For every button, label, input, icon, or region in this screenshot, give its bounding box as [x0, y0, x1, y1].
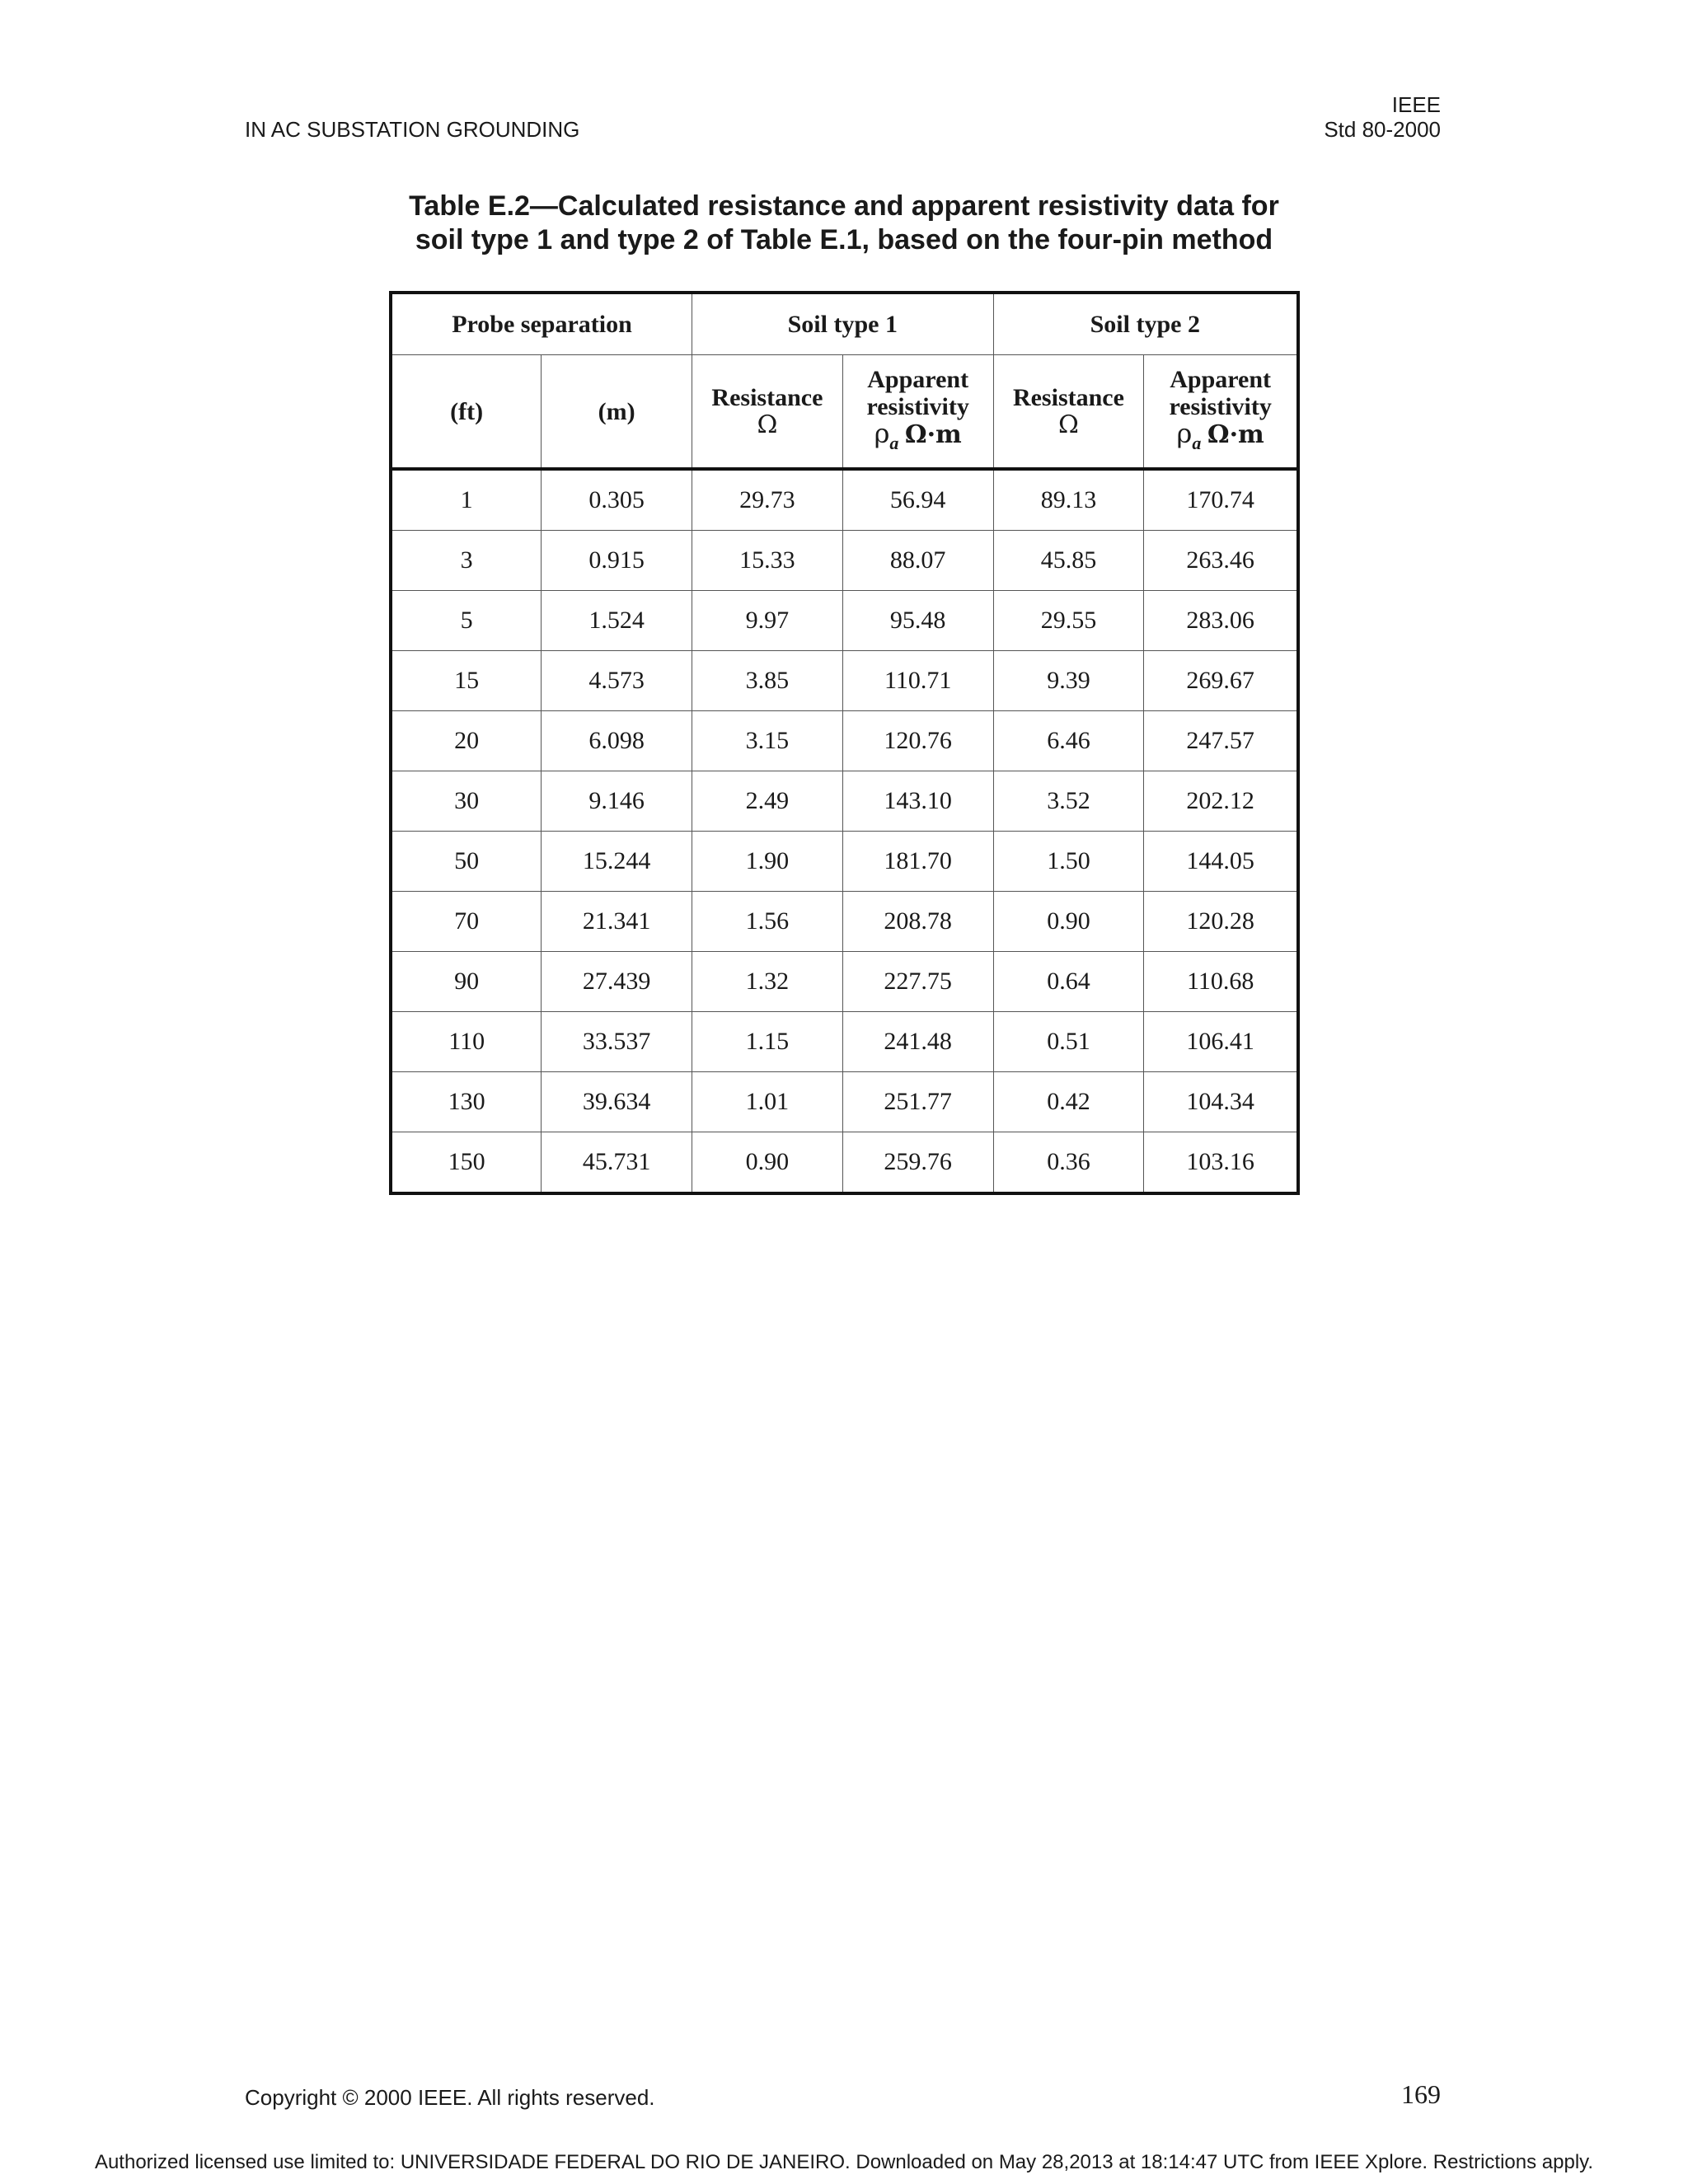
- apparent-label: Apparent: [867, 366, 969, 393]
- header-apparent-resistivity-1: [842, 355, 993, 470]
- cell-ft: 20: [391, 711, 542, 771]
- table-caption: [247, 190, 1441, 257]
- table-row: [391, 1072, 1298, 1132]
- cell-ft: 110: [391, 1012, 542, 1072]
- table-row: [391, 591, 1298, 651]
- header-std-number: Std 80-2000: [1324, 117, 1441, 142]
- cell-m: 33.537: [542, 1012, 692, 1072]
- cell-resistance-2: 1.50: [993, 832, 1144, 892]
- cell-resistivity-1: 259.76: [842, 1132, 993, 1194]
- cell-resistance-2: 6.46: [993, 711, 1144, 771]
- cell-ft: 70: [391, 892, 542, 952]
- cell-resistance-1: 1.32: [692, 952, 843, 1012]
- table-row: [391, 832, 1298, 892]
- cell-resistivity-2: 110.68: [1144, 952, 1298, 1012]
- rho-symbol: ρ: [874, 418, 890, 449]
- table-row: [391, 952, 1298, 1012]
- header-ft: (ft): [391, 355, 542, 470]
- table-row: [391, 531, 1298, 591]
- cell-m: 39.634: [542, 1072, 692, 1132]
- table-row: [391, 892, 1298, 952]
- resistivity-table: [389, 291, 1300, 1195]
- cell-resistivity-1: 208.78: [842, 892, 993, 952]
- header-resistance-1: [692, 355, 843, 470]
- cell-resistivity-2: 106.41: [1144, 1012, 1298, 1072]
- cell-ft: 150: [391, 1132, 542, 1194]
- running-header-standard: [1324, 92, 1441, 142]
- copyright-notice: Copyright © 2000 IEEE. All rights reserved.: [245, 2085, 655, 2110]
- cell-resistance-2: 45.85: [993, 531, 1144, 591]
- table-row: [391, 651, 1298, 711]
- cell-resistance-2: 0.51: [993, 1012, 1144, 1072]
- cell-resistance-1: 29.73: [692, 469, 843, 531]
- cell-resistivity-1: 227.75: [842, 952, 993, 1012]
- cell-resistivity-2: 120.28: [1144, 892, 1298, 952]
- cell-resistivity-1: 95.48: [842, 591, 993, 651]
- resistivity-label: resistivity: [866, 393, 969, 420]
- header-probe-separation: Probe separation: [391, 293, 692, 355]
- caption-line-2: soil type 1 and type 2 of Table E.1, based on the four-pin method: [415, 224, 1273, 255]
- cell-resistivity-2: 170.74: [1144, 469, 1298, 531]
- cell-m: 15.244: [542, 832, 692, 892]
- header-org: IEEE: [1391, 92, 1441, 117]
- rho-subscript: a: [1192, 433, 1202, 453]
- cell-resistance-2: 89.13: [993, 469, 1144, 531]
- cell-resistivity-2: 202.12: [1144, 771, 1298, 832]
- cell-ft: 30: [391, 771, 542, 832]
- cell-resistance-2: 0.64: [993, 952, 1144, 1012]
- cell-resistivity-1: 251.77: [842, 1072, 993, 1132]
- table-row: [391, 469, 1298, 531]
- cell-m: 0.305: [542, 469, 692, 531]
- cell-m: 6.098: [542, 711, 692, 771]
- cell-ft: 15: [391, 651, 542, 711]
- cell-m: 9.146: [542, 771, 692, 832]
- cell-ft: 130: [391, 1072, 542, 1132]
- cell-m: 1.524: [542, 591, 692, 651]
- cell-ft: 5: [391, 591, 542, 651]
- cell-resistivity-1: 241.48: [842, 1012, 993, 1072]
- cell-m: 0.915: [542, 531, 692, 591]
- cell-ft: 3: [391, 531, 542, 591]
- resistance-label: Resistance: [711, 384, 823, 411]
- cell-resistivity-1: 120.76: [842, 711, 993, 771]
- cell-resistivity-2: 247.57: [1144, 711, 1298, 771]
- cell-resistance-1: 1.90: [692, 832, 843, 892]
- header-soil-type-1: Soil type 1: [692, 293, 994, 355]
- table-body: [391, 469, 1298, 1193]
- cell-resistance-1: 1.15: [692, 1012, 843, 1072]
- cell-resistance-1: 9.97: [692, 591, 843, 651]
- cell-m: 21.341: [542, 892, 692, 952]
- cell-m: 45.731: [542, 1132, 692, 1194]
- cell-resistance-1: 3.15: [692, 711, 843, 771]
- cell-resistance-2: 0.42: [993, 1072, 1144, 1132]
- cell-resistance-2: 3.52: [993, 771, 1144, 832]
- cell-ft: 50: [391, 832, 542, 892]
- table-row: [391, 711, 1298, 771]
- resistivity-label: resistivity: [1169, 393, 1272, 420]
- cell-resistivity-2: 263.46: [1144, 531, 1298, 591]
- cell-resistivity-2: 283.06: [1144, 591, 1298, 651]
- ohm-meter-unit: Ω·m: [904, 420, 962, 449]
- ohm-symbol: Ω: [757, 410, 778, 439]
- cell-resistance-1: 3.85: [692, 651, 843, 711]
- cell-ft: 90: [391, 952, 542, 1012]
- cell-resistance-2: 0.90: [993, 892, 1144, 952]
- table-row: [391, 1012, 1298, 1072]
- running-header-title: IN AC SUBSTATION GROUNDING: [245, 117, 580, 142]
- cell-resistivity-1: 56.94: [842, 469, 993, 531]
- header-soil-type-2: Soil type 2: [993, 293, 1298, 355]
- header-apparent-resistivity-2: [1144, 355, 1298, 470]
- license-notice: Authorized licensed use limited to: UNIVERSIDADE FEDERAL DO RIO DE JANEIRO. Downloaded on May 28,2013 at 18:14:47 UTC from IEEE Xplore. Restrictions apply.: [94, 2151, 1594, 2173]
- rho-subscript: a: [889, 433, 899, 453]
- page-number: 169: [1401, 2079, 1441, 2109]
- cell-resistance-1: 0.90: [692, 1132, 843, 1194]
- header-resistance-2: [993, 355, 1144, 470]
- cell-resistivity-2: 103.16: [1144, 1132, 1298, 1194]
- cell-resistance-2: 9.39: [993, 651, 1144, 711]
- cell-m: 4.573: [542, 651, 692, 711]
- cell-resistance-2: 29.55: [993, 591, 1144, 651]
- cell-resistance-1: 15.33: [692, 531, 843, 591]
- cell-resistivity-1: 88.07: [842, 531, 993, 591]
- cell-ft: 1: [391, 469, 542, 531]
- cell-resistivity-2: 144.05: [1144, 832, 1298, 892]
- ohm-symbol: Ω: [1058, 410, 1079, 439]
- ohm-meter-unit: Ω·m: [1207, 420, 1264, 449]
- table-row: [391, 771, 1298, 832]
- cell-m: 27.439: [542, 952, 692, 1012]
- caption-line-1: Table E.2—Calculated resistance and apparent resistivity data for: [409, 190, 1279, 222]
- rho-symbol: ρ: [1176, 418, 1193, 449]
- cell-resistivity-1: 181.70: [842, 832, 993, 892]
- table-row: [391, 1132, 1298, 1194]
- cell-resistance-2: 0.36: [993, 1132, 1144, 1194]
- cell-resistivity-1: 110.71: [842, 651, 993, 711]
- cell-resistance-1: 1.56: [692, 892, 843, 952]
- cell-resistivity-2: 269.67: [1144, 651, 1298, 711]
- cell-resistivity-1: 143.10: [842, 771, 993, 832]
- apparent-label: Apparent: [1170, 366, 1272, 393]
- header-m: (m): [542, 355, 692, 470]
- resistance-label: Resistance: [1012, 384, 1124, 411]
- cell-resistivity-2: 104.34: [1144, 1072, 1298, 1132]
- cell-resistance-1: 1.01: [692, 1072, 843, 1132]
- cell-resistance-1: 2.49: [692, 771, 843, 832]
